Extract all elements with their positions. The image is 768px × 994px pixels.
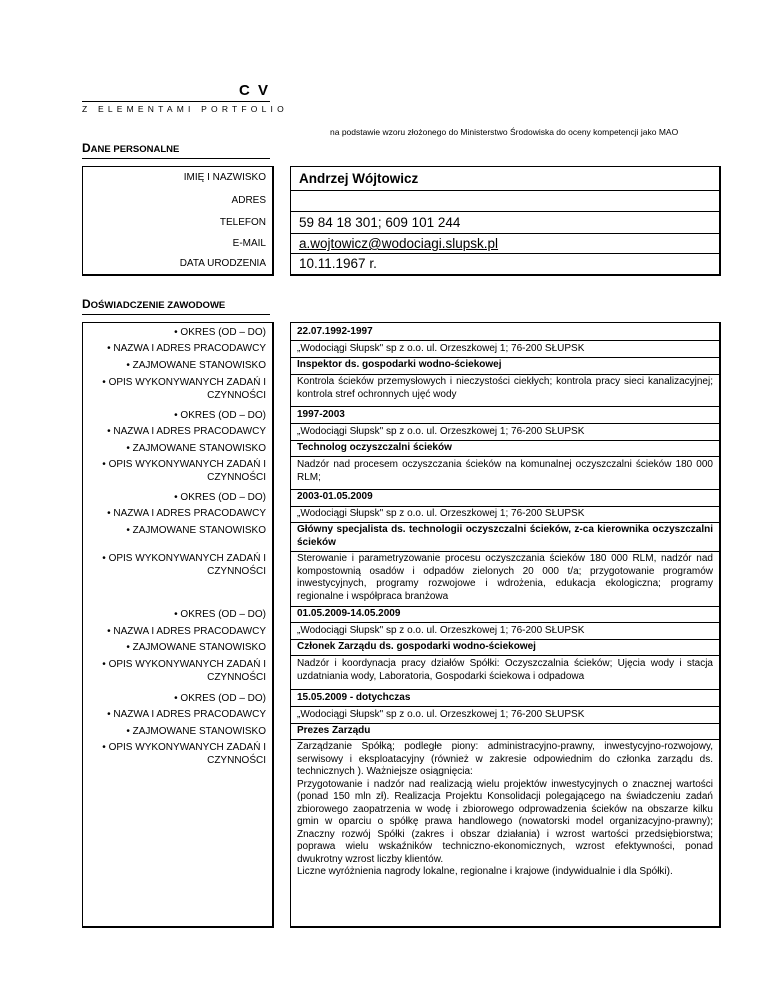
row-divider bbox=[291, 253, 719, 254]
value-phone: 59 84 18 301; 609 101 244 bbox=[299, 215, 461, 230]
cv-subtitle: Z ELEMENTAMI PORTFOLIO bbox=[82, 104, 288, 114]
entry-period: 2003-01.05.2009 bbox=[297, 491, 373, 502]
row-divider bbox=[291, 723, 719, 724]
label-position: • ZAJMOWANE STANOWISKO bbox=[126, 443, 266, 454]
label-position: • ZAJMOWANE STANOWISKO bbox=[126, 726, 266, 737]
heading-rest: ANE PERSONALNE bbox=[90, 144, 180, 155]
entry-employer: „Wodociągi Słupsk" sp z o.o. ul. Orzeszkowej 1; 76-200 SŁUPSK bbox=[297, 343, 585, 354]
row-divider bbox=[291, 489, 719, 490]
entry-employer: „Wodociągi Słupsk" sp z o.o. ul. Orzeszkowej 1; 76-200 SŁUPSK bbox=[297, 709, 585, 720]
label-employer: • NAZWA I ADRES PRACODAWCY bbox=[107, 508, 266, 519]
label-period: • OKRES (OD – DO) bbox=[174, 410, 266, 421]
heading-initial: D bbox=[82, 141, 91, 155]
template-note: na podstawie wzoru złożonego do Ministerstwo Środowiska do oceny kompetencji jako MAO bbox=[330, 127, 679, 137]
row-divider bbox=[291, 357, 719, 358]
duties-paragraph: Przygotowanie i nadzór nad realizacją wielu projektów inwestycyjnych o znacznej wartości (ponad 150 mln zł). Realizacja Projektu Konsolidacji polegającego na świadczeniu zadań zbiorowego zaopatrzenia w wodę i zbiorowego odprowadzenia ścieków na obszarze kilku gmin w oparciu o spółkę prawa handlowego (nowatorski model organizacyjno-prawny); Znaczny rozwój Spółki (zakres i obszar działania) i wzrost wartości przedsiębiorstwa; poprawa wielu wskaźników techniczno-ekonomicznych, wzrost efektywności, ponad dwukrotny wzrost liczby klientów. bbox=[297, 778, 713, 865]
entry-duties: Kontrola ścieków przemysłowych i nieczystości ciekłych; kontrola pracy sieci kanalizacyjnej; kontrola stref ochronnych ujęć wody bbox=[297, 376, 713, 400]
personal-section-heading bbox=[82, 140, 270, 159]
label-employer: • NAZWA I ADRES PRACODAWCY bbox=[107, 626, 266, 637]
row-divider bbox=[291, 374, 719, 375]
row-divider bbox=[291, 406, 719, 407]
label-name: IMIĘ I NAZWISKO bbox=[183, 172, 266, 183]
entry-duties: Sterowanie i parametryzowanie procesu oczyszczania ścieków 180 000 RLM, nadzór nad kompostownią osadów i odpadów zielonych 20 000 t/a; przygotowanie programów inwestycyjnych, programy rozwojowe i wdrożenia, edukacja ekologiczna; programy regionalne i współpraca branżowa bbox=[297, 553, 713, 602]
entry-duties: Nadzór nad procesem oczyszczania ścieków na komunalnej oczyszczalni ścieków 180 000 RLM; bbox=[297, 459, 713, 483]
row-divider bbox=[291, 211, 719, 212]
row-divider bbox=[291, 622, 719, 623]
value-email-link[interactable]: a.wojtowicz@wodociagi.slupsk.pl bbox=[299, 236, 499, 251]
row-divider bbox=[291, 706, 719, 707]
label-address: ADRES bbox=[231, 195, 266, 206]
label-employer: • NAZWA I ADRES PRACODAWCY bbox=[107, 426, 266, 437]
row-divider bbox=[291, 233, 719, 234]
row-divider bbox=[291, 522, 719, 523]
label-position: • ZAJMOWANE STANOWISKO bbox=[126, 642, 266, 653]
label-birth: DATA URODZENIA bbox=[179, 258, 266, 269]
label-duties: • OPIS WYKONYWANYCH ZADAŃ I CZYNNOŚCI bbox=[102, 377, 266, 401]
row-divider bbox=[291, 440, 719, 441]
label-period: • OKRES (OD – DO) bbox=[174, 492, 266, 503]
entry-position: Prezes Zarządu bbox=[297, 725, 371, 736]
label-duties: • OPIS WYKONYWANYCH ZADAŃ I CZYNNOŚCI bbox=[102, 742, 266, 766]
row-divider bbox=[291, 689, 719, 690]
label-duties: • OPIS WYKONYWANYCH ZADAŃ I CZYNNOŚCI bbox=[102, 659, 266, 683]
entry-duties: Nadzór i koordynacja pracy działów Spółki: Oczyszczalnia ścieków; Ujęcia wody i stacja uzdatniania wody, Laboratoria, Gospodarki ściekowa i odpadowa bbox=[297, 658, 713, 682]
value-birth: 10.11.1967 r. bbox=[299, 256, 377, 271]
row-divider bbox=[291, 456, 719, 457]
value-name: Andrzej Wójtowicz bbox=[299, 171, 419, 186]
row-divider bbox=[291, 506, 719, 507]
label-period: • OKRES (OD – DO) bbox=[174, 693, 266, 704]
label-duties: • OPIS WYKONYWANYCH ZADAŃ I CZYNNOŚCI bbox=[102, 459, 266, 483]
duties-paragraph: Zarządzanie Spółką; podległe piony: administracyjno-prawny, inwestycyjno-rozwojowy, serwisowy i eksploatacyjny (również w zakresie odpowiednim do członka zarządu ds. technicznych ). Ważniejsze osiągnięcia: bbox=[297, 741, 713, 777]
row-divider bbox=[291, 655, 719, 656]
row-divider bbox=[291, 190, 719, 191]
entry-employer: „Wodociągi Słupsk" sp z o.o. ul. Orzeszkowej 1; 76-200 SŁUPSK bbox=[297, 426, 585, 437]
row-divider bbox=[291, 639, 719, 640]
entry-employer: „Wodociągi Słupsk" sp z o.o. ul. Orzeszkowej 1; 76-200 SŁUPSK bbox=[297, 625, 585, 636]
label-employer: • NAZWA I ADRES PRACODAWCY bbox=[107, 709, 266, 720]
row-divider bbox=[291, 423, 719, 424]
row-divider bbox=[291, 340, 719, 341]
row-divider bbox=[291, 739, 719, 740]
heading-initial: D bbox=[82, 297, 91, 311]
entry-position: Technolog oczyszczalni ścieków bbox=[297, 442, 452, 453]
experience-labels-box bbox=[82, 322, 274, 928]
entry-period: 1997-2003 bbox=[297, 409, 345, 420]
entry-employer: „Wodociągi Słupsk" sp z o.o. ul. Orzeszkowej 1; 76-200 SŁUPSK bbox=[297, 508, 585, 519]
experience-section-heading bbox=[82, 296, 270, 315]
heading-rest: OŚWIADCZENIE ZAWODOWE bbox=[90, 300, 226, 311]
label-period: • OKRES (OD – DO) bbox=[174, 327, 266, 338]
duties-paragraph: Liczne wyróżnienia nagrody lokalne, regionalne i krajowe (indywidualnie i dla Spółki). bbox=[297, 866, 673, 877]
personal-values-box bbox=[290, 166, 721, 276]
entry-period: 22.07.1992-1997 bbox=[297, 326, 373, 337]
label-position: • ZAJMOWANE STANOWISKO bbox=[126, 360, 266, 371]
entry-period: 15.05.2009 - dotychczas bbox=[297, 692, 411, 703]
entry-period: 01.05.2009-14.05.2009 bbox=[297, 608, 401, 619]
entry-position: Inspektor ds. gospodarki wodno-ściekowej bbox=[297, 359, 502, 370]
label-email: E-MAIL bbox=[232, 238, 266, 249]
row-divider bbox=[291, 551, 719, 552]
entry-position: Członek Zarządu ds. gospodarki wodno-ściekowej bbox=[297, 641, 536, 652]
personal-labels-box bbox=[82, 166, 274, 276]
experience-values-box bbox=[290, 322, 721, 928]
label-period: • OKRES (OD – DO) bbox=[174, 609, 266, 620]
cv-title: C V bbox=[82, 81, 270, 102]
label-position: • ZAJMOWANE STANOWISKO bbox=[126, 525, 266, 536]
entry-position: Główny specjalista ds. technologii oczyszczalni ścieków, z-ca kierownika oczyszczalni ścieków bbox=[297, 524, 713, 548]
entry-duties bbox=[297, 741, 713, 879]
label-employer: • NAZWA I ADRES PRACODAWCY bbox=[107, 343, 266, 354]
label-duties: • OPIS WYKONYWANYCH ZADAŃ I CZYNNOŚCI bbox=[102, 553, 266, 577]
label-phone: TELEFON bbox=[219, 217, 266, 228]
row-divider bbox=[291, 606, 719, 607]
